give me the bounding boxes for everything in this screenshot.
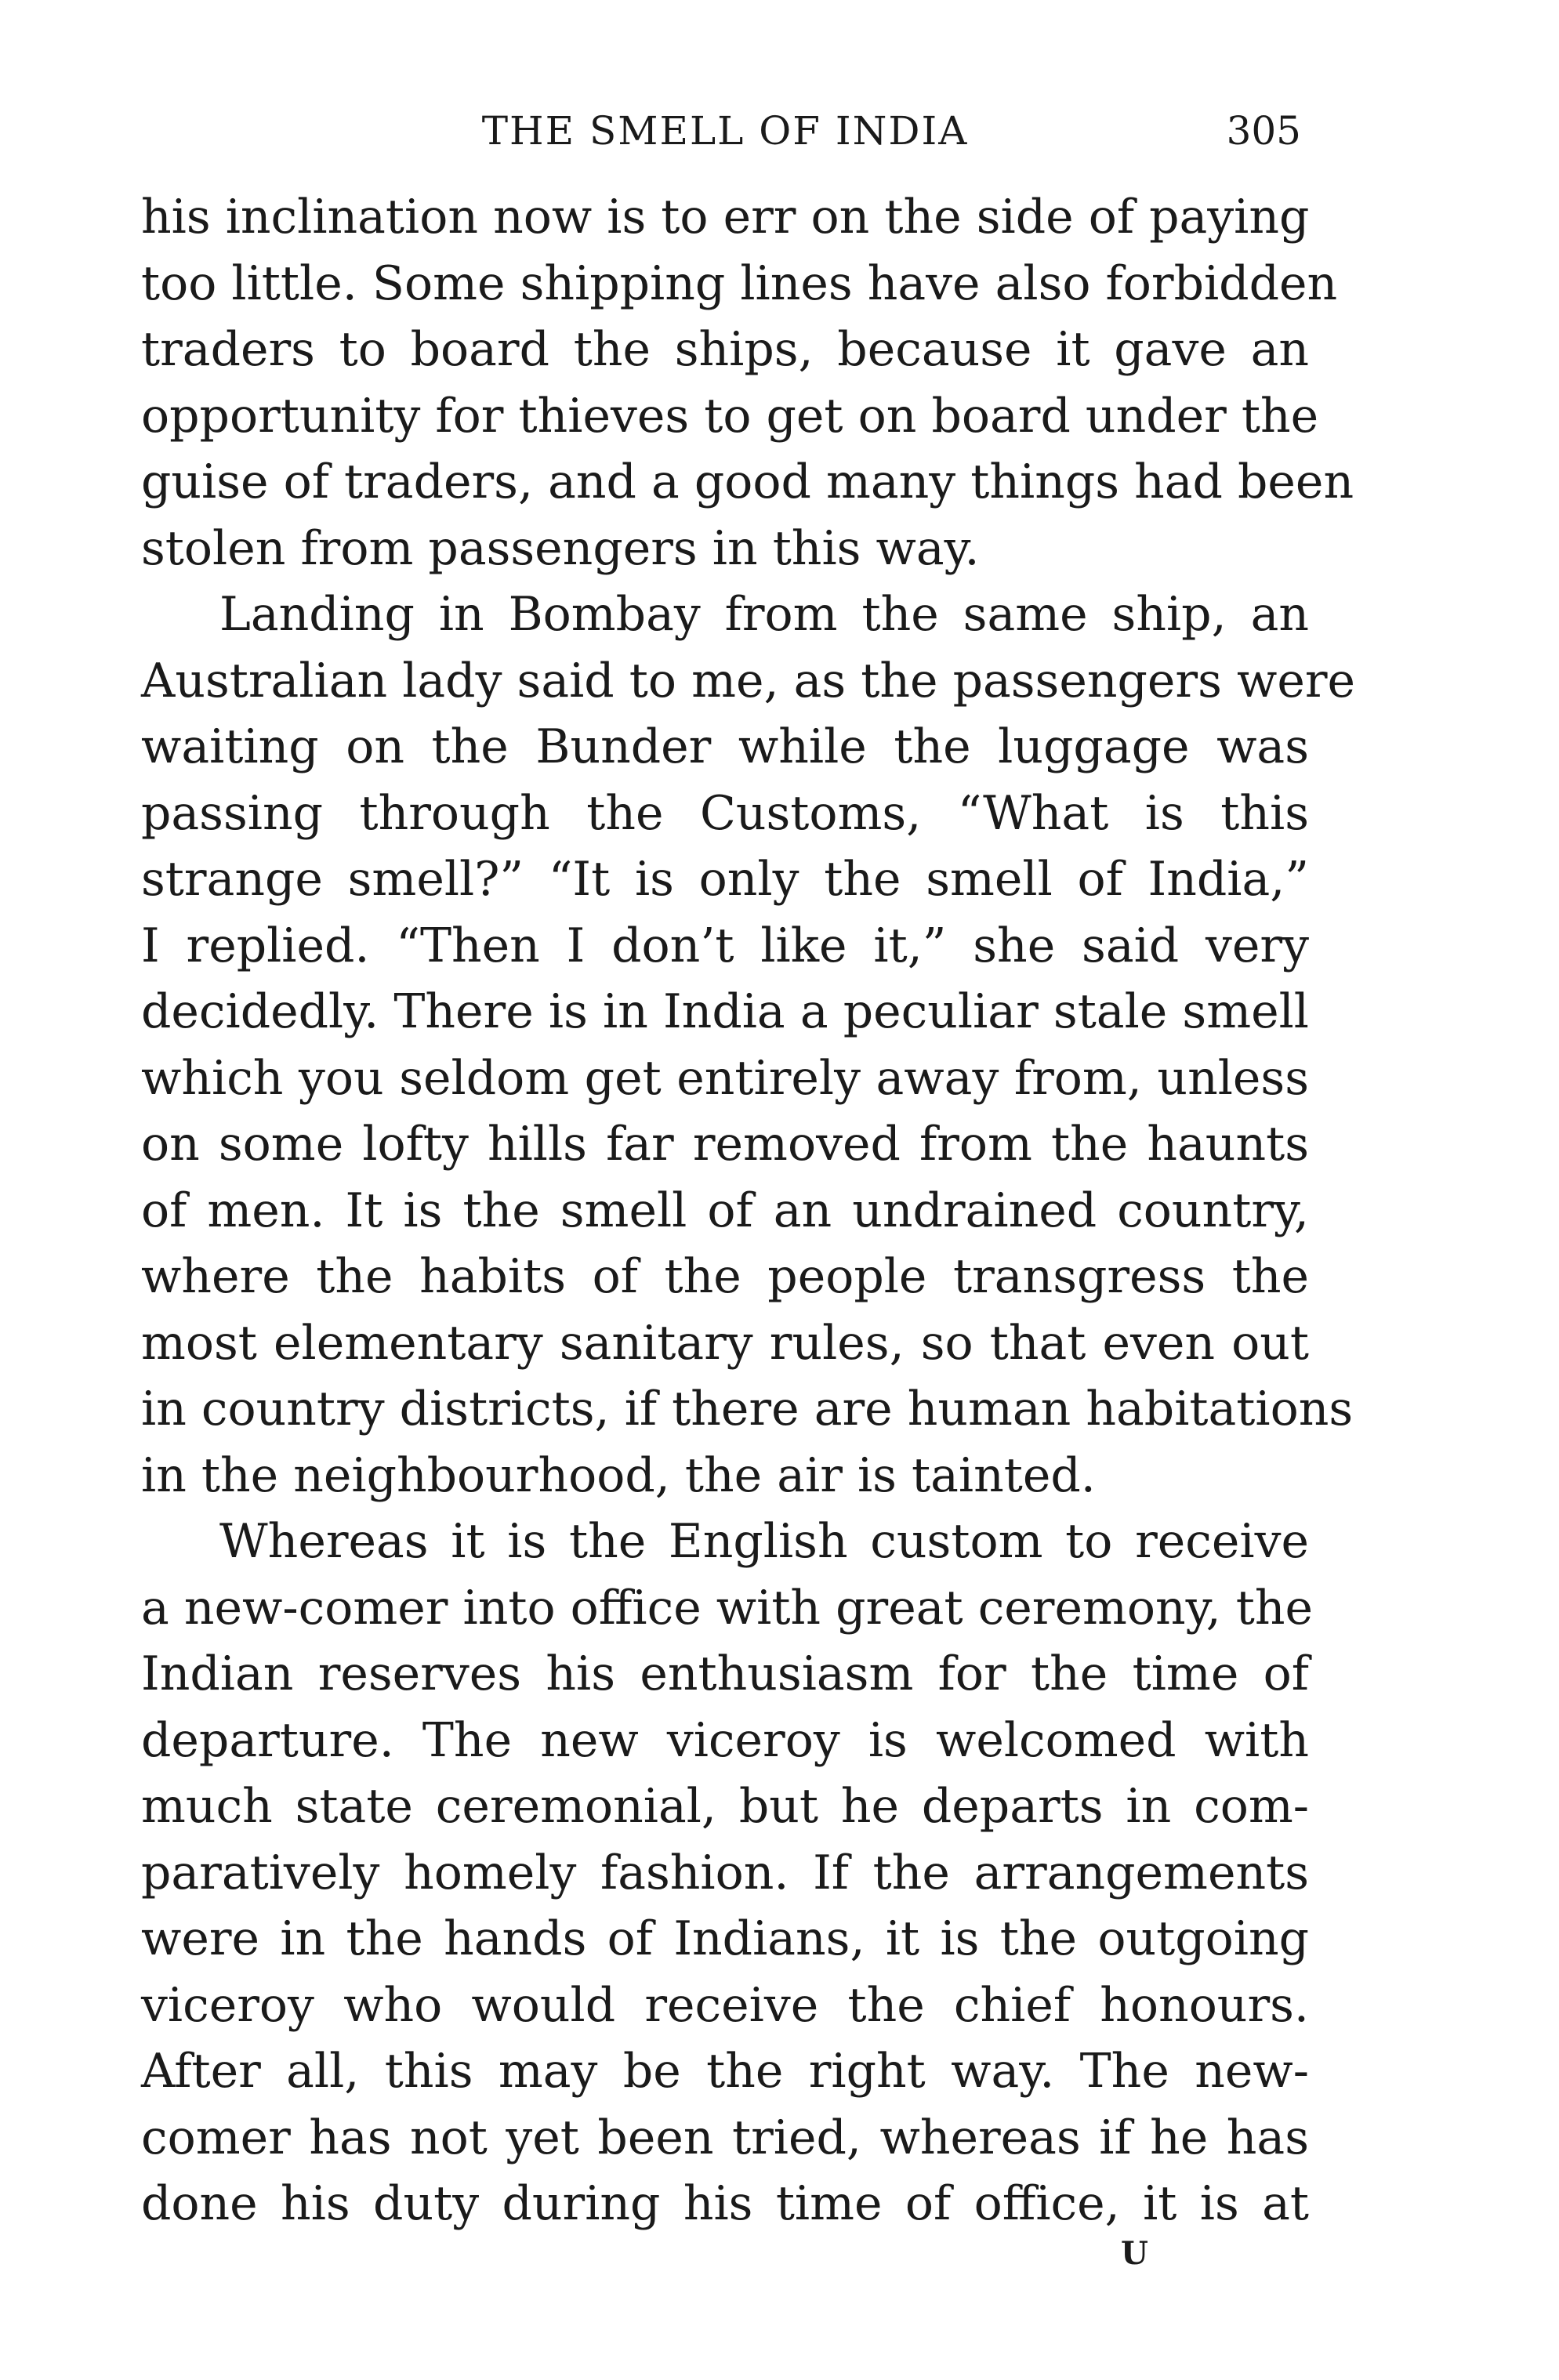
text-line: were in the hands of Indians, it is the outgoing	[141, 1911, 1309, 1966]
text-line: in the neighbourhood, the air is tainted.	[141, 1447, 1096, 1503]
text-line: stolen from passengers in this way.	[141, 520, 980, 576]
paragraph	[141, 581, 1356, 1509]
text-line: much state ceremonial, but he departs in com-	[141, 1779, 1309, 1834]
paragraph	[141, 184, 1354, 581]
text-line: on some lofty hills far removed from the haunts	[141, 1117, 1309, 1172]
text-line: Landing in Bombay from the same ship, an	[219, 587, 1309, 642]
text-line: where the habits of the people transgress the	[141, 1249, 1309, 1304]
text-line: his inclination now is to err on the side of paying	[141, 190, 1310, 245]
page-number: 305	[1226, 108, 1301, 154]
text-line: traders to board the ships, because it gave an	[141, 322, 1309, 377]
text-line: Indian reserves his enthusiasm for the time of	[141, 1646, 1309, 1701]
text-line: guise of traders, and a good many things had been	[141, 455, 1354, 509]
running-head: THE SMELL OF INDIA	[481, 108, 969, 154]
text-line: of men. It is the smell of an undrained country,	[141, 1183, 1309, 1238]
text-line: strange smell?” “It is only the smell of India,”	[141, 852, 1309, 907]
text-line: After all, this may be the right way. The new-	[141, 2044, 1309, 2099]
text-line: a new-comer into office with great ceremony, the	[141, 1580, 1313, 1636]
text-line: most elementary sanitary rules, so that even out	[141, 1315, 1309, 1371]
text-line: in country districts, if there are human habitations	[141, 1382, 1354, 1436]
text-line: waiting on the Bunder while the luggage was	[141, 719, 1309, 774]
text-line: departure. The new viceroy is welcomed with	[141, 1712, 1309, 1768]
page-header	[141, 96, 1309, 166]
text-line: decidedly. There is in India a peculiar stale smell	[141, 984, 1309, 1039]
text-line: Australian lady said to me, as the passengers were	[141, 653, 1356, 708]
text-line: passing through the Customs, “What is this	[141, 785, 1309, 841]
text-line: I replied. “Then I don’t like it,” she said very	[141, 918, 1309, 973]
text-line: paratively homely fashion. If the arrangements	[141, 1845, 1309, 1900]
text-line: which you seldom get entirely away from, unless	[141, 1050, 1309, 1106]
signature-mark: U	[1121, 2235, 1149, 2272]
text-line: comer has not yet been tried, whereas if he has	[141, 2110, 1309, 2165]
text-line: viceroy who would receive the chief honours.	[141, 1977, 1309, 2033]
paragraph	[141, 1509, 1313, 2237]
text-line: opportunity for thieves to get on board under the	[141, 388, 1319, 444]
text-line: done his duty during his time of office, it is at	[141, 2176, 1309, 2231]
body-text	[141, 184, 1356, 2237]
text-line: Whereas it is the English custom to receive	[219, 1514, 1309, 1569]
text-line: too little. Some shipping lines have also forbidden	[141, 255, 1338, 311]
